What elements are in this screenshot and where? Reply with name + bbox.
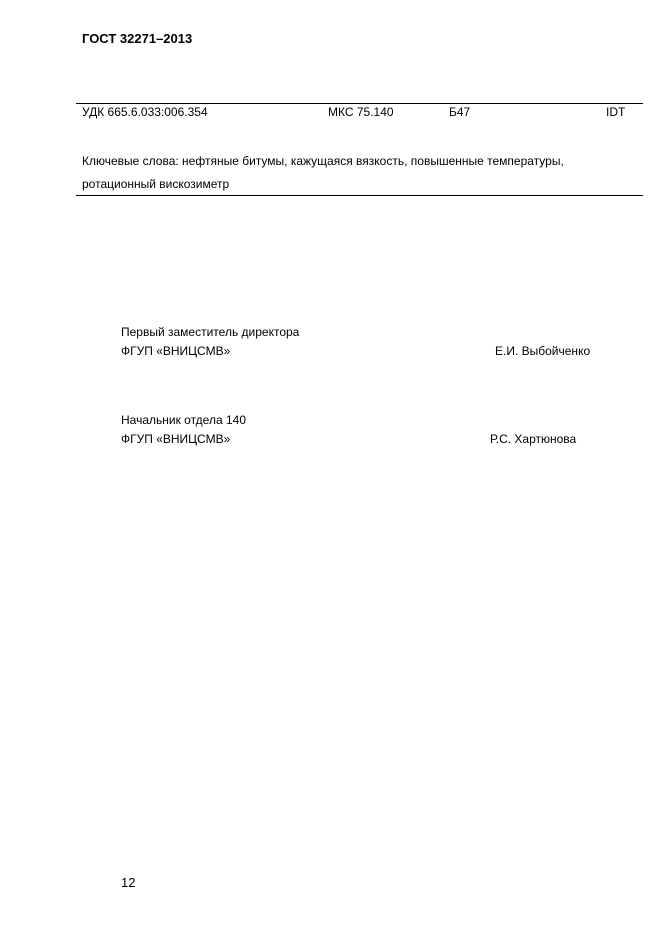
keywords-block [82, 150, 564, 196]
standard-id-header: ГОСТ 32271–2013 [82, 31, 193, 46]
keywords-line-2: ротационный вискозиметр [82, 177, 230, 191]
signature-1-position: Первый заместитель директора [121, 325, 300, 339]
keywords-line-1: Ключевые слова: нефтяные битумы, кажущаяся вязкость, повышенные температуры, [82, 154, 564, 168]
group-code: Б47 [449, 105, 471, 119]
signature-2-position: Начальник отдела 140 [121, 413, 246, 427]
signature-1-name: Е.И. Выбойченко [495, 344, 591, 358]
bottom-divider [76, 195, 643, 196]
equivalence-code: IDT [606, 105, 626, 119]
udk-code: УДК 665.6.033:006.354 [82, 105, 208, 119]
signature-1-organization: ФГУП «ВНИЦСМВ» [121, 344, 231, 358]
mks-code: МКС 75.140 [328, 105, 394, 119]
page-number: 12 [121, 875, 136, 890]
signature-2-name: Р.С. Хартюнова [490, 432, 577, 446]
top-divider [76, 103, 643, 104]
signature-2-organization: ФГУП «ВНИЦСМВ» [121, 432, 231, 446]
